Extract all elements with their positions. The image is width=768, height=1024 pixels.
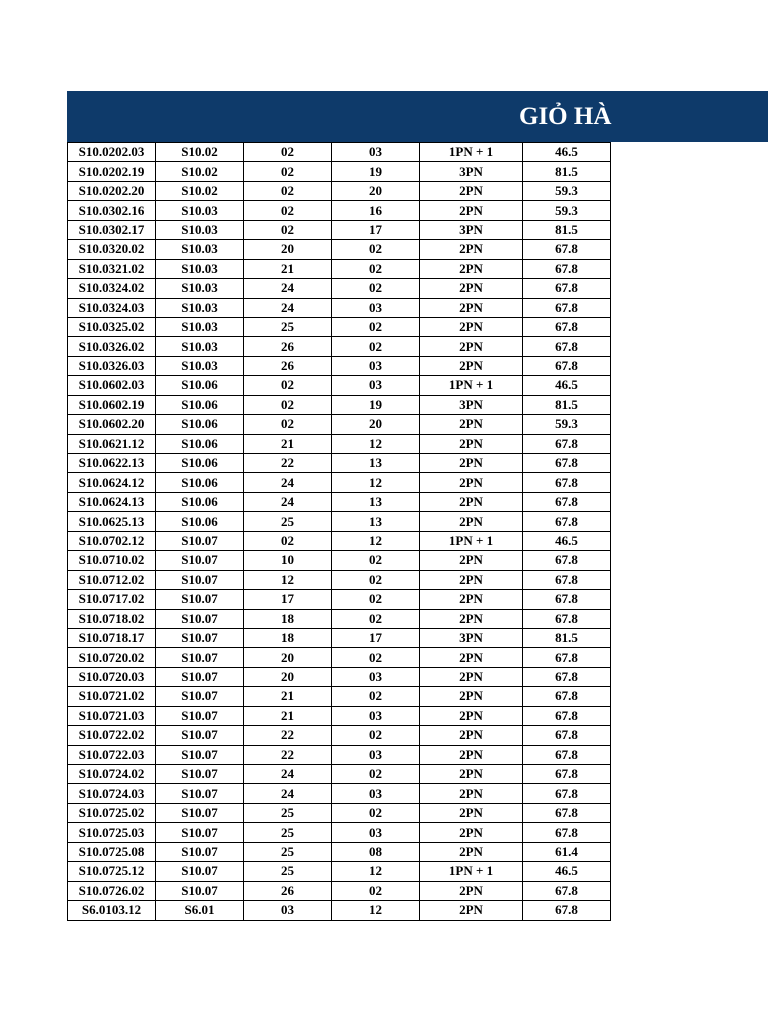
block-cell: S10.07	[156, 881, 244, 900]
area-cell: 81.5	[523, 162, 611, 181]
table-row	[68, 823, 611, 842]
block-cell: S10.06	[156, 415, 244, 434]
area-cell: 67.8	[523, 745, 611, 764]
floor-cell: 22	[244, 745, 332, 764]
unit-type-cell: 2PN	[420, 803, 523, 822]
unit-number-cell: 03	[332, 706, 420, 725]
floor-cell: 02	[244, 376, 332, 395]
area-cell: 67.8	[523, 356, 611, 375]
block-cell: S10.02	[156, 162, 244, 181]
page-title: GIỎ HÀ	[519, 103, 612, 130]
area-cell: 67.8	[523, 492, 611, 511]
table-row	[68, 687, 611, 706]
unit-type-cell: 3PN	[420, 628, 523, 647]
unit-code-cell: S10.0721.03	[68, 706, 156, 725]
area-cell: 67.8	[523, 648, 611, 667]
area-cell: 67.8	[523, 434, 611, 453]
unit-type-cell: 2PN	[420, 551, 523, 570]
area-cell: 67.8	[523, 687, 611, 706]
block-cell: S10.03	[156, 279, 244, 298]
block-cell: S10.07	[156, 823, 244, 842]
unit-code-cell: S10.0725.03	[68, 823, 156, 842]
floor-cell: 02	[244, 395, 332, 414]
unit-code-cell: S10.0710.02	[68, 551, 156, 570]
unit-code-cell: S10.0720.02	[68, 648, 156, 667]
table-row	[68, 454, 611, 473]
block-cell: S10.07	[156, 531, 244, 550]
floor-cell: 25	[244, 842, 332, 861]
block-cell: S10.07	[156, 803, 244, 822]
floor-cell: 25	[244, 512, 332, 531]
unit-type-cell: 2PN	[420, 590, 523, 609]
floor-cell: 26	[244, 881, 332, 900]
floor-cell: 25	[244, 862, 332, 881]
floor-cell: 12	[244, 570, 332, 589]
unit-type-cell: 2PN	[420, 823, 523, 842]
unit-number-cell: 02	[332, 765, 420, 784]
unit-code-cell: S10.0726.02	[68, 881, 156, 900]
floor-cell: 25	[244, 823, 332, 842]
unit-number-cell: 17	[332, 220, 420, 239]
block-cell: S6.01	[156, 901, 244, 920]
floor-cell: 21	[244, 259, 332, 278]
area-cell: 67.8	[523, 765, 611, 784]
unit-number-cell: 02	[332, 687, 420, 706]
area-cell: 46.5	[523, 531, 611, 550]
area-cell: 67.8	[523, 279, 611, 298]
unit-type-cell: 2PN	[420, 648, 523, 667]
table-row	[68, 648, 611, 667]
unit-type-cell: 2PN	[420, 726, 523, 745]
unit-code-cell: S10.0724.03	[68, 784, 156, 803]
table-row	[68, 706, 611, 725]
floor-cell: 22	[244, 454, 332, 473]
floor-cell: 02	[244, 531, 332, 550]
block-cell: S10.07	[156, 648, 244, 667]
block-cell: S10.07	[156, 726, 244, 745]
unit-number-cell: 12	[332, 901, 420, 920]
table-row	[68, 492, 611, 511]
area-cell: 67.8	[523, 337, 611, 356]
unit-number-cell: 03	[332, 376, 420, 395]
block-cell: S10.02	[156, 181, 244, 200]
floor-cell: 10	[244, 551, 332, 570]
unit-type-cell: 2PN	[420, 512, 523, 531]
unit-type-cell: 3PN	[420, 395, 523, 414]
unit-type-cell: 3PN	[420, 162, 523, 181]
block-cell: S10.06	[156, 512, 244, 531]
block-cell: S10.03	[156, 201, 244, 220]
unit-number-cell: 02	[332, 317, 420, 336]
table-row	[68, 376, 611, 395]
area-cell: 67.8	[523, 667, 611, 686]
area-cell: 67.8	[523, 803, 611, 822]
unit-number-cell: 03	[332, 298, 420, 317]
area-cell: 67.8	[523, 454, 611, 473]
unit-type-cell: 2PN	[420, 317, 523, 336]
area-cell: 67.8	[523, 726, 611, 745]
unit-type-cell: 2PN	[420, 434, 523, 453]
unit-code-cell: S10.0325.02	[68, 317, 156, 336]
table-row	[68, 765, 611, 784]
unit-type-cell: 2PN	[420, 356, 523, 375]
area-cell: 81.5	[523, 395, 611, 414]
unit-code-cell: S10.0202.19	[68, 162, 156, 181]
floor-cell: 02	[244, 162, 332, 181]
unit-type-cell: 1PN + 1	[420, 376, 523, 395]
unit-number-cell: 03	[332, 356, 420, 375]
unit-code-cell: S10.0721.02	[68, 687, 156, 706]
table-row	[68, 434, 611, 453]
block-cell: S10.06	[156, 434, 244, 453]
block-cell: S10.03	[156, 298, 244, 317]
header-band	[67, 91, 768, 142]
block-cell: S10.07	[156, 609, 244, 628]
area-cell: 67.8	[523, 901, 611, 920]
block-cell: S10.03	[156, 220, 244, 239]
floor-cell: 26	[244, 356, 332, 375]
floor-cell: 24	[244, 473, 332, 492]
unit-number-cell: 03	[332, 823, 420, 842]
block-cell: S10.06	[156, 376, 244, 395]
block-cell: S10.03	[156, 356, 244, 375]
table-row	[68, 395, 611, 414]
floor-cell: 02	[244, 201, 332, 220]
table-row	[68, 842, 611, 861]
area-cell: 67.8	[523, 298, 611, 317]
floor-cell: 02	[244, 415, 332, 434]
table-row	[68, 531, 611, 550]
unit-code-cell: S10.0326.03	[68, 356, 156, 375]
unit-number-cell: 20	[332, 415, 420, 434]
unit-code-cell: S10.0702.12	[68, 531, 156, 550]
unit-type-cell: 2PN	[420, 201, 523, 220]
unit-type-cell: 3PN	[420, 220, 523, 239]
block-cell: S10.02	[156, 143, 244, 162]
floor-cell: 20	[244, 667, 332, 686]
table-row	[68, 745, 611, 764]
block-cell: S10.03	[156, 337, 244, 356]
area-cell: 67.8	[523, 317, 611, 336]
unit-type-cell: 2PN	[420, 784, 523, 803]
floor-cell: 18	[244, 628, 332, 647]
unit-number-cell: 03	[332, 784, 420, 803]
table-row	[68, 803, 611, 822]
unit-type-cell: 2PN	[420, 279, 523, 298]
block-cell: S10.07	[156, 687, 244, 706]
area-cell: 46.5	[523, 376, 611, 395]
block-cell: S10.06	[156, 454, 244, 473]
unit-type-cell: 2PN	[420, 687, 523, 706]
unit-number-cell: 02	[332, 259, 420, 278]
floor-cell: 02	[244, 143, 332, 162]
unit-number-cell: 02	[332, 551, 420, 570]
unit-type-cell: 2PN	[420, 337, 523, 356]
unit-table	[67, 142, 611, 921]
unit-type-cell: 2PN	[420, 259, 523, 278]
unit-number-cell: 03	[332, 143, 420, 162]
floor-cell: 24	[244, 492, 332, 511]
unit-code-cell: S10.0324.02	[68, 279, 156, 298]
area-cell: 67.8	[523, 259, 611, 278]
table-row	[68, 628, 611, 647]
unit-type-cell: 2PN	[420, 181, 523, 200]
unit-number-cell: 08	[332, 842, 420, 861]
unit-number-cell: 03	[332, 667, 420, 686]
area-cell: 46.5	[523, 143, 611, 162]
table-row	[68, 162, 611, 181]
floor-cell: 24	[244, 784, 332, 803]
unit-type-cell: 2PN	[420, 881, 523, 900]
table-row	[68, 726, 611, 745]
unit-code-cell: S10.0302.16	[68, 201, 156, 220]
unit-code-cell: S10.0622.13	[68, 454, 156, 473]
floor-cell: 20	[244, 648, 332, 667]
table-row	[68, 415, 611, 434]
block-cell: S10.03	[156, 240, 244, 259]
area-cell: 81.5	[523, 628, 611, 647]
floor-cell: 21	[244, 434, 332, 453]
table-row	[68, 551, 611, 570]
unit-code-cell: S10.0602.19	[68, 395, 156, 414]
table-row	[68, 220, 611, 239]
unit-type-cell: 2PN	[420, 842, 523, 861]
floor-cell: 20	[244, 240, 332, 259]
table-row	[68, 298, 611, 317]
unit-type-cell: 2PN	[420, 706, 523, 725]
area-cell: 59.3	[523, 181, 611, 200]
unit-code-cell: S10.0718.02	[68, 609, 156, 628]
area-cell: 67.8	[523, 512, 611, 531]
block-cell: S10.07	[156, 842, 244, 861]
table-row	[68, 317, 611, 336]
floor-cell: 03	[244, 901, 332, 920]
area-cell: 67.8	[523, 473, 611, 492]
floor-cell: 24	[244, 765, 332, 784]
unit-code-cell: S10.0302.17	[68, 220, 156, 239]
table-row	[68, 667, 611, 686]
unit-number-cell: 03	[332, 745, 420, 764]
table-row	[68, 181, 611, 200]
table-row	[68, 784, 611, 803]
unit-type-cell: 2PN	[420, 298, 523, 317]
floor-cell: 25	[244, 317, 332, 336]
unit-type-cell: 2PN	[420, 492, 523, 511]
unit-number-cell: 12	[332, 473, 420, 492]
unit-type-cell: 1PN + 1	[420, 862, 523, 881]
table-row	[68, 143, 611, 162]
unit-number-cell: 13	[332, 512, 420, 531]
unit-type-cell: 1PN + 1	[420, 531, 523, 550]
table-row	[68, 240, 611, 259]
area-cell: 81.5	[523, 220, 611, 239]
block-cell: S10.07	[156, 590, 244, 609]
area-cell: 67.8	[523, 706, 611, 725]
unit-code-cell: S10.0624.12	[68, 473, 156, 492]
table-row	[68, 862, 611, 881]
table-row	[68, 337, 611, 356]
unit-type-cell: 2PN	[420, 240, 523, 259]
block-cell: S10.07	[156, 667, 244, 686]
floor-cell: 02	[244, 220, 332, 239]
area-cell: 67.8	[523, 881, 611, 900]
block-cell: S10.07	[156, 570, 244, 589]
unit-type-cell: 2PN	[420, 745, 523, 764]
area-cell: 67.8	[523, 570, 611, 589]
table-row	[68, 901, 611, 920]
unit-code-cell: S10.0624.13	[68, 492, 156, 511]
unit-code-cell: S10.0202.20	[68, 181, 156, 200]
unit-code-cell: S10.0202.03	[68, 143, 156, 162]
unit-code-cell: S10.0621.12	[68, 434, 156, 453]
unit-number-cell: 13	[332, 454, 420, 473]
unit-code-cell: S10.0718.17	[68, 628, 156, 647]
unit-type-cell: 2PN	[420, 473, 523, 492]
unit-number-cell: 02	[332, 240, 420, 259]
area-cell: 67.8	[523, 784, 611, 803]
table-row	[68, 609, 611, 628]
floor-cell: 02	[244, 181, 332, 200]
unit-number-cell: 19	[332, 395, 420, 414]
unit-code-cell: S10.0602.20	[68, 415, 156, 434]
floor-cell: 24	[244, 279, 332, 298]
unit-code-cell: S10.0725.08	[68, 842, 156, 861]
unit-number-cell: 13	[332, 492, 420, 511]
floor-cell: 21	[244, 687, 332, 706]
unit-number-cell: 02	[332, 803, 420, 822]
unit-type-cell: 2PN	[420, 454, 523, 473]
block-cell: S10.06	[156, 492, 244, 511]
unit-number-cell: 16	[332, 201, 420, 220]
area-cell: 67.8	[523, 240, 611, 259]
unit-number-cell: 17	[332, 628, 420, 647]
unit-code-cell: S10.0625.13	[68, 512, 156, 531]
unit-number-cell: 20	[332, 181, 420, 200]
unit-number-cell: 12	[332, 531, 420, 550]
unit-number-cell: 02	[332, 279, 420, 298]
table-row	[68, 473, 611, 492]
unit-number-cell: 02	[332, 726, 420, 745]
floor-cell: 26	[244, 337, 332, 356]
unit-type-cell: 2PN	[420, 901, 523, 920]
unit-number-cell: 02	[332, 570, 420, 589]
table-row	[68, 570, 611, 589]
unit-code-cell: S6.0103.12	[68, 901, 156, 920]
unit-type-cell: 2PN	[420, 765, 523, 784]
unit-code-cell: S10.0321.02	[68, 259, 156, 278]
unit-number-cell: 02	[332, 609, 420, 628]
unit-number-cell: 02	[332, 648, 420, 667]
table-row	[68, 259, 611, 278]
area-cell: 67.8	[523, 823, 611, 842]
floor-cell: 18	[244, 609, 332, 628]
unit-code-cell: S10.0722.02	[68, 726, 156, 745]
unit-code-cell: S10.0326.02	[68, 337, 156, 356]
unit-number-cell: 12	[332, 862, 420, 881]
unit-type-cell: 2PN	[420, 609, 523, 628]
block-cell: S10.06	[156, 473, 244, 492]
floor-cell: 21	[244, 706, 332, 725]
unit-type-cell: 1PN + 1	[420, 143, 523, 162]
area-cell: 46.5	[523, 862, 611, 881]
block-cell: S10.07	[156, 628, 244, 647]
area-cell: 59.3	[523, 415, 611, 434]
unit-code-cell: S10.0320.02	[68, 240, 156, 259]
block-cell: S10.07	[156, 862, 244, 881]
table-row	[68, 881, 611, 900]
block-cell: S10.07	[156, 706, 244, 725]
unit-type-cell: 2PN	[420, 667, 523, 686]
block-cell: S10.07	[156, 551, 244, 570]
unit-code-cell: S10.0602.03	[68, 376, 156, 395]
unit-code-cell: S10.0720.03	[68, 667, 156, 686]
unit-number-cell: 02	[332, 337, 420, 356]
unit-code-cell: S10.0725.02	[68, 803, 156, 822]
unit-code-cell: S10.0324.03	[68, 298, 156, 317]
floor-cell: 25	[244, 803, 332, 822]
table-row	[68, 512, 611, 531]
unit-number-cell: 12	[332, 434, 420, 453]
block-cell: S10.06	[156, 395, 244, 414]
block-cell: S10.07	[156, 745, 244, 764]
unit-number-cell: 02	[332, 590, 420, 609]
table-row	[68, 201, 611, 220]
unit-type-cell: 2PN	[420, 415, 523, 434]
unit-code-cell: S10.0722.03	[68, 745, 156, 764]
floor-cell: 22	[244, 726, 332, 745]
unit-code-cell: S10.0724.02	[68, 765, 156, 784]
unit-type-cell: 2PN	[420, 570, 523, 589]
unit-table-body	[68, 143, 611, 921]
area-cell: 61.4	[523, 842, 611, 861]
table-row	[68, 279, 611, 298]
area-cell: 67.8	[523, 551, 611, 570]
block-cell: S10.07	[156, 784, 244, 803]
unit-number-cell: 19	[332, 162, 420, 181]
unit-code-cell: S10.0725.12	[68, 862, 156, 881]
table-row	[68, 356, 611, 375]
block-cell: S10.03	[156, 317, 244, 336]
area-cell: 59.3	[523, 201, 611, 220]
block-cell: S10.07	[156, 765, 244, 784]
area-cell: 67.8	[523, 609, 611, 628]
unit-code-cell: S10.0717.02	[68, 590, 156, 609]
area-cell: 67.8	[523, 590, 611, 609]
unit-number-cell: 02	[332, 881, 420, 900]
floor-cell: 24	[244, 298, 332, 317]
table-row	[68, 590, 611, 609]
block-cell: S10.03	[156, 259, 244, 278]
unit-code-cell: S10.0712.02	[68, 570, 156, 589]
floor-cell: 17	[244, 590, 332, 609]
